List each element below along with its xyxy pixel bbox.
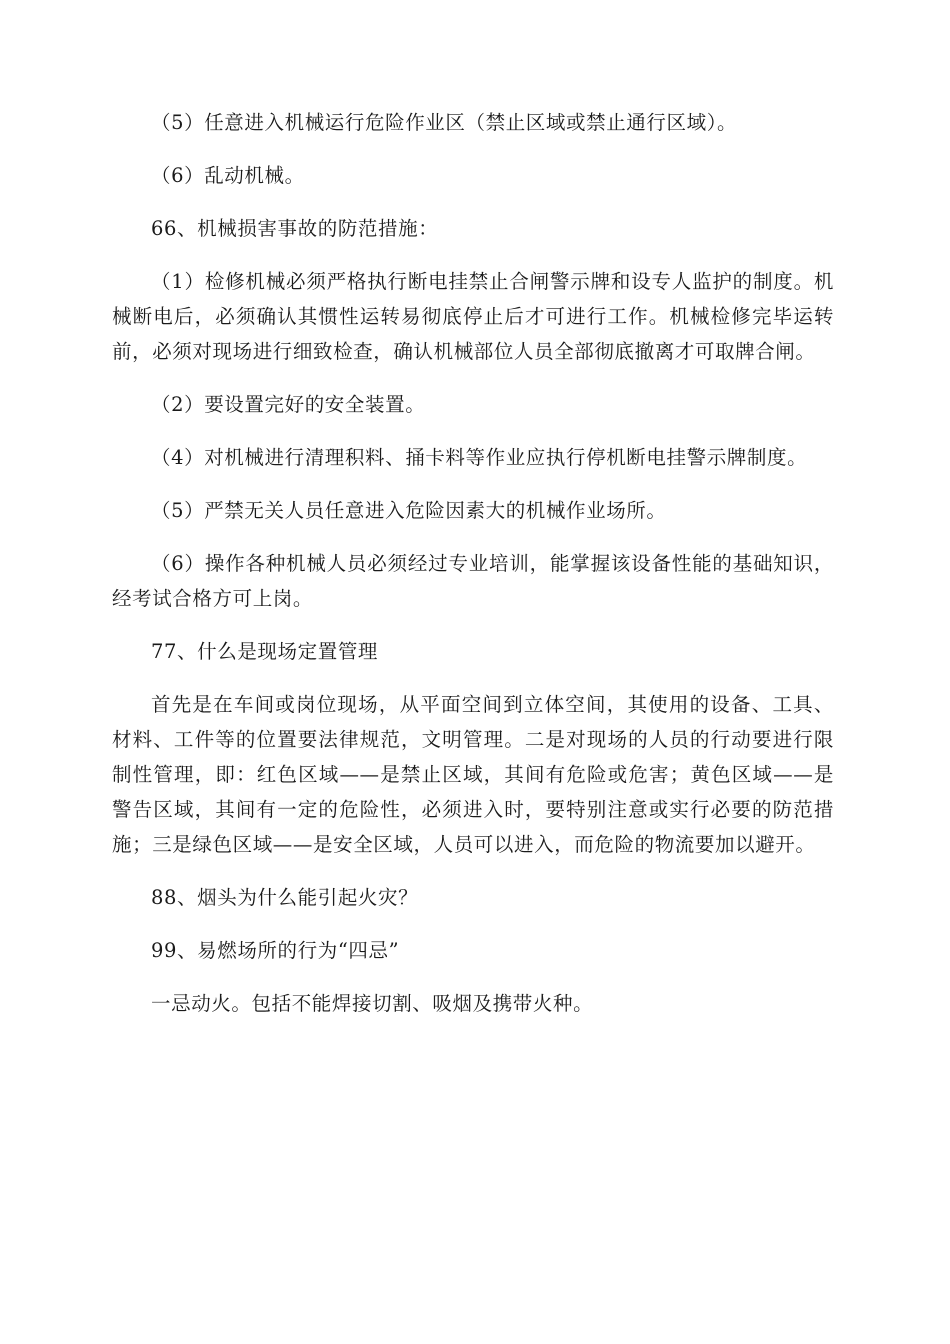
paragraph-taboo-1: 一忌动火。包括不能焊接切割、吸烟及携带火种。 xyxy=(151,992,594,1015)
paragraph-measure-1: （1）检修机械必须严格执行断电挂禁止合闸警示牌和设专人监护的制度。机械断电后，必须确认其惯性运转易彻底停止后才可进行工作。机械检修完毕运转前，必须对现场进行细致检查，确认机械部位人员全部彻底撤离才可取牌合闸。 xyxy=(112,270,834,363)
paragraph-site-management: 首先是在车间或岗位现场，从平面空间到立体空间，其使用的设备、工具、材料、工件等的位置要法律规范，文明管理。二是对现场的人员的行动要进行限制性管理，即：红色区域——是禁止区域，其间有危险或危害；黄色区域——是警告区域，其间有一定的危险性，必须进入时，要特别注意或实行必要的防范措施；三是绿色区域——是安全区域，人员可以进入，而危险的物流要加以避开。 xyxy=(112,693,834,856)
paragraph-item-5-danger-zone: （5）任意进入机械运行危险作业区（禁止区域或禁止通行区域）。 xyxy=(151,111,738,134)
paragraph-measure-4: （4）对机械进行清理积料、捅卡料等作业应执行停机断电挂警示牌制度。 xyxy=(151,446,808,469)
paragraph-item-6-tamper: （6）乱动机械。 xyxy=(151,164,305,187)
section-heading-99: 99、易燃场所的行为“四忌” xyxy=(151,939,400,962)
paragraph-measure-2: （2）要设置完好的安全装置。 xyxy=(151,393,426,416)
document-body xyxy=(112,105,834,1021)
section-heading-77: 77、什么是现场定置管理 xyxy=(151,640,379,663)
paragraph-measure-5: （5）严禁无关人员任意进入危险因素大的机械作业场所。 xyxy=(151,499,667,522)
paragraph-measure-6: （6）操作各种机械人员必须经过专业培训，能掌握该设备性能的基础知识，经考试合格方可上岗。 xyxy=(112,552,834,610)
section-heading-88: 88、烟头为什么能引起火灾？ xyxy=(151,886,419,909)
section-heading-66: 66、机械损害事故的防范措施： xyxy=(151,217,439,240)
